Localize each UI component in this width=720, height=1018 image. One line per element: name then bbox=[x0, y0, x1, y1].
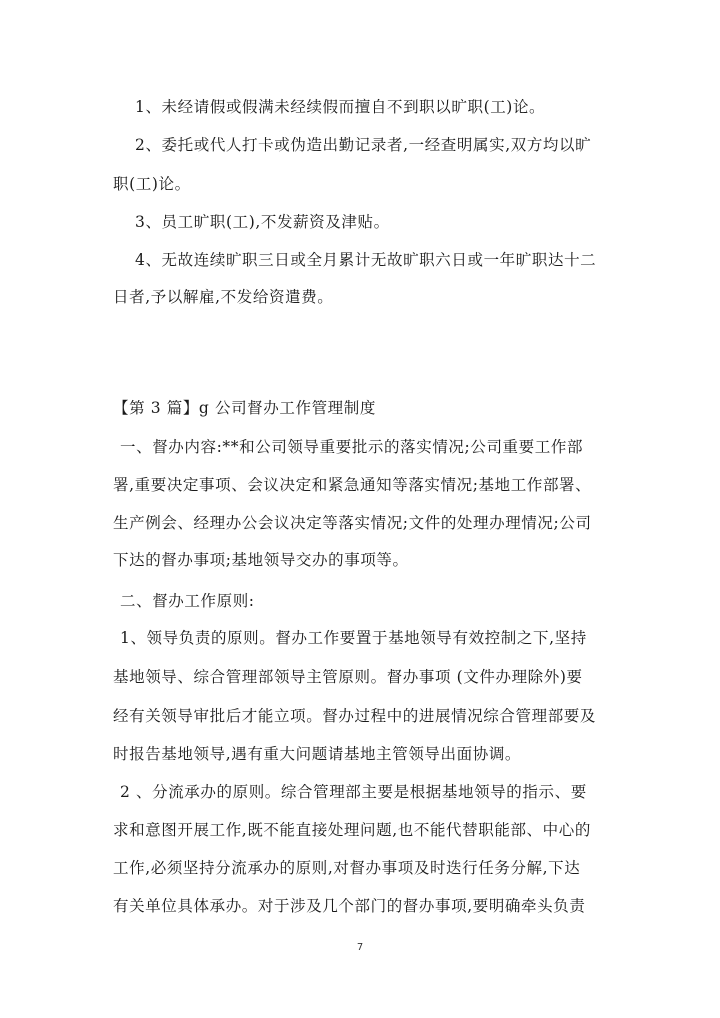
paragraph-line: 工作,必须坚持分流承办的原则,对督办事项及时迭行任务分解,下达 bbox=[113, 859, 581, 877]
paragraph-line: 下达的督办事项;基地领导交办的事项等。 bbox=[113, 551, 409, 569]
paragraph-line: 日者,予以解雇,不发给资遣费。 bbox=[113, 288, 334, 306]
paragraph-line: 基地领导、综合管理部领导主管原则。督办事项 (文件办理除外)要 bbox=[113, 668, 583, 686]
paragraph-line: 一、督办内容:**和公司领导重要批示的落实情况;公司重要工作部 bbox=[120, 438, 584, 456]
paragraph-line: 1、未经请假或假满未经续假而擅自不到职以旷职(工)论。 bbox=[135, 98, 546, 116]
subsection-heading: 二、督办工作原则: bbox=[120, 592, 255, 610]
section-heading: 【第 3 篇】g 公司督办工作管理制度 bbox=[113, 399, 376, 417]
paragraph-line: 求和意图开展工作,既不能直接处理问题,也不能代替职能部、中心的 bbox=[113, 821, 591, 839]
paragraph-line: 2 、分流承办的原则。综合管理部主要是根据基地领导的指示、要 bbox=[120, 783, 587, 801]
paragraph-line: 4、无故连续旷职三日或全月累计无故旷职六日或一年旷职达十二 bbox=[135, 251, 597, 269]
page-number: 7 bbox=[356, 942, 364, 953]
paragraph-line: 1、领导负责的原则。督办工作要置于基地领导有效控制之下,坚持 bbox=[120, 629, 587, 647]
paragraph-line: 有关单位具体承办。对于涉及几个部门的督办事项,要明确牵头负责 bbox=[113, 897, 586, 915]
paragraph-line: 时报告基地领导,遇有重大问题请基地主管领导出面协调。 bbox=[113, 745, 522, 763]
paragraph-line: 经有关领导审批后才能立项。督办过程中的进展情况综合管理部要及 bbox=[113, 707, 597, 725]
paragraph-line: 3、员工旷职(工),不发薪资及津贴。 bbox=[135, 213, 390, 231]
paragraph-line: 生产例会、经理办公会议决定等落实情况;文件的处理办理情况;公司 bbox=[113, 514, 592, 532]
paragraph-line: 署,重要决定事项、会议决定和紧急通知等落实情况;基地工作部署、 bbox=[113, 476, 592, 494]
paragraph-line: 职(工)论。 bbox=[113, 175, 191, 193]
paragraph-line: 2、委托或代人打卡或伪造出勤记录者,一经查明属实,双方均以旷 bbox=[135, 136, 592, 154]
